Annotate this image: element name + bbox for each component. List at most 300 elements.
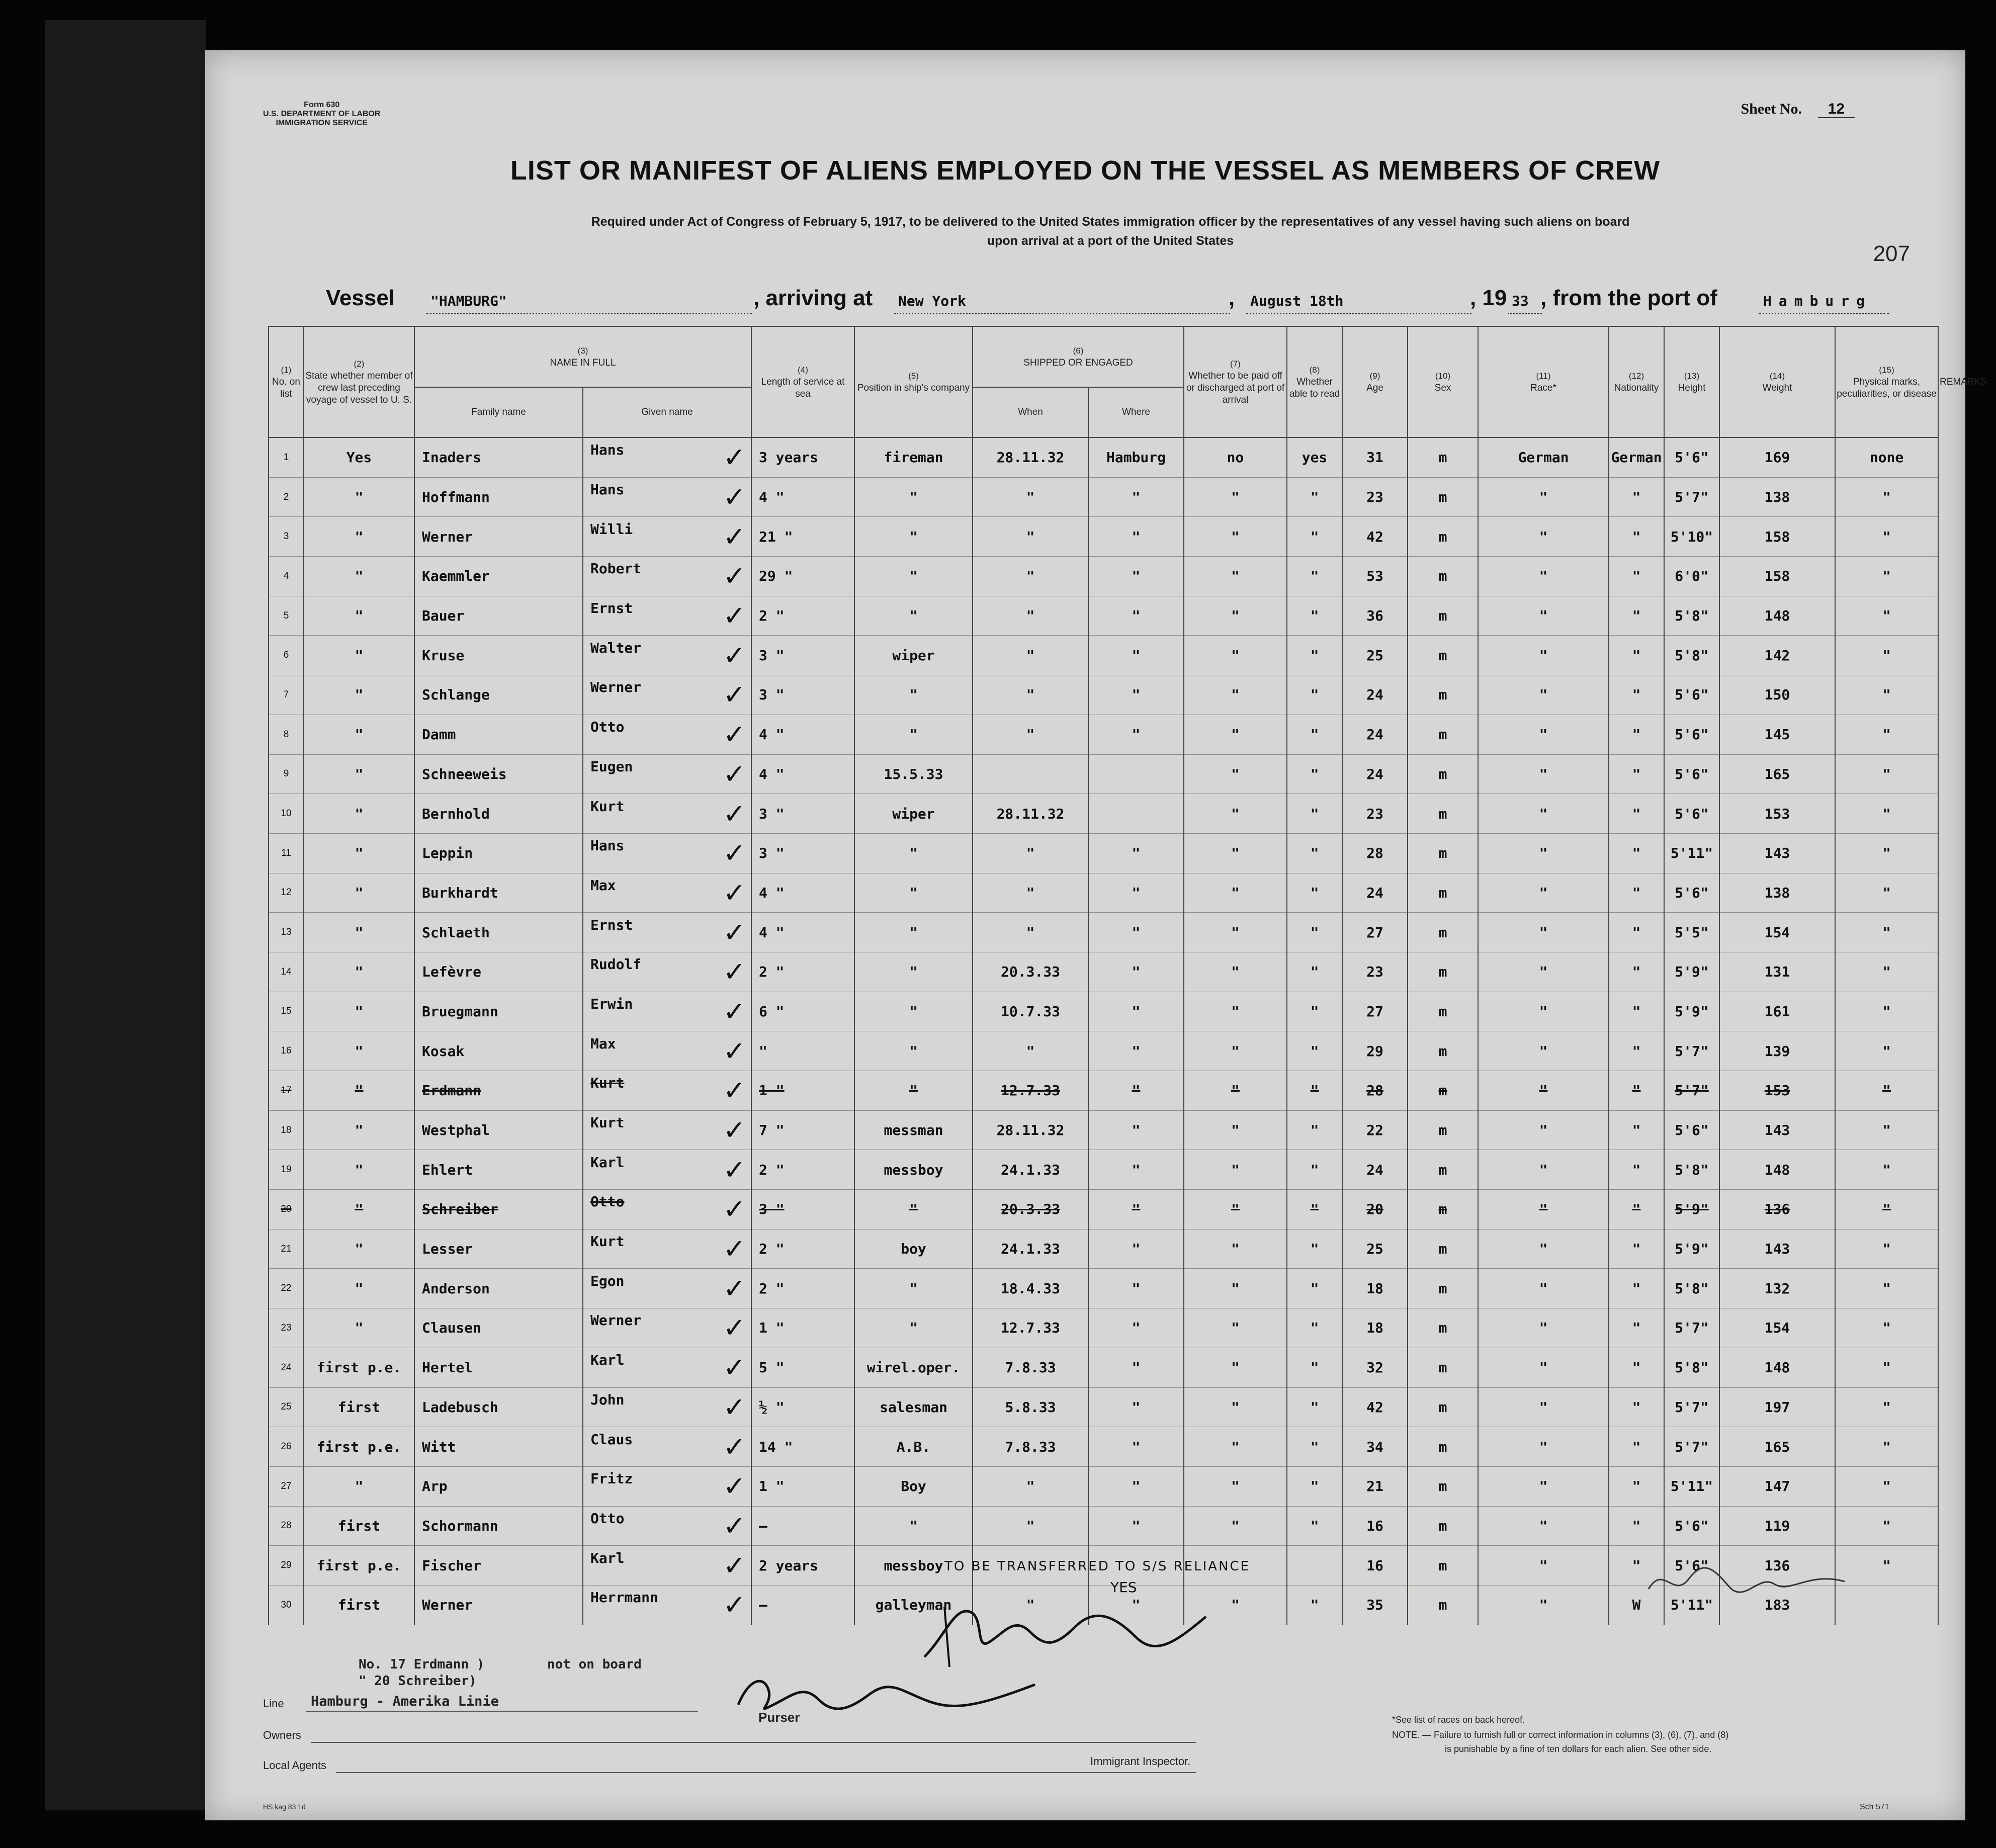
- previous-voyage: ": [355, 528, 364, 545]
- previous-voyage: ": [355, 1161, 364, 1178]
- age: 24: [1366, 884, 1383, 901]
- physical-marks-cell: [1835, 557, 1938, 596]
- able-to-read: ": [1310, 1241, 1319, 1258]
- check-mark-icon: ✓: [723, 442, 746, 474]
- height-cell: [1664, 1466, 1719, 1506]
- paid-off: ": [1231, 1438, 1240, 1455]
- length-of-service-cell: [751, 1585, 854, 1625]
- row-number-cell: [269, 833, 304, 873]
- table-row: [269, 1387, 1938, 1427]
- position-cell: [854, 833, 973, 873]
- position-cell: [854, 1466, 973, 1506]
- nationality-cell: [1609, 675, 1664, 715]
- race: ": [1539, 1319, 1548, 1337]
- physical-marks: ": [1882, 1042, 1891, 1060]
- shipped-where-cell: [1088, 873, 1184, 913]
- paid-off-cell: [1184, 557, 1287, 596]
- given-name-cell: [583, 1269, 751, 1308]
- table-row: [269, 557, 1938, 596]
- previous-voyage: ": [355, 765, 364, 782]
- shipped-when-cell: [973, 477, 1088, 517]
- nationality-cell: [1609, 715, 1664, 754]
- row-number-cell: [269, 1150, 304, 1190]
- shipped-where-cell: [1088, 636, 1184, 675]
- race-cell: [1478, 1190, 1609, 1229]
- row-number: 12: [281, 887, 292, 898]
- previous-voyage-cell: [304, 596, 414, 636]
- nationality: ": [1632, 1082, 1641, 1099]
- paid-off-cell: [1184, 992, 1287, 1031]
- family-name: Westphal: [422, 1122, 490, 1139]
- age: 22: [1366, 1122, 1383, 1139]
- race-cell: [1478, 873, 1609, 913]
- able-to-read-cell: [1287, 1387, 1342, 1427]
- age-cell: [1342, 754, 1408, 794]
- paid-off-cell: [1184, 1387, 1287, 1427]
- able-to-read: ": [1310, 1359, 1319, 1376]
- shipped-when-cell: [973, 873, 1088, 913]
- nationality: ": [1632, 726, 1641, 743]
- nationality-cell: [1609, 1387, 1664, 1427]
- position: ": [909, 1201, 918, 1218]
- shipped-where: ": [1132, 1359, 1141, 1376]
- age-cell: [1342, 833, 1408, 873]
- shipped-where-cell: [1088, 1427, 1184, 1467]
- physical-marks: ": [1882, 1398, 1891, 1416]
- able-to-read-cell: [1287, 1348, 1342, 1387]
- family-name: Anderson: [422, 1280, 490, 1297]
- sex: m: [1438, 489, 1447, 506]
- paid-off-cell: [1184, 517, 1287, 557]
- position: Boy: [901, 1478, 926, 1495]
- length-of-service: 4 ": [759, 884, 785, 901]
- shipped-when-cell: [973, 1308, 1088, 1348]
- check-mark-icon: ✓: [723, 1272, 746, 1304]
- shipped-where: ": [1132, 1241, 1141, 1258]
- race-cell: [1478, 1348, 1609, 1387]
- given-name-cell: [583, 675, 751, 715]
- physical-marks: ": [1882, 528, 1891, 545]
- shipped-when: ": [1026, 528, 1035, 545]
- shipped-where: ": [1132, 1438, 1141, 1455]
- previous-voyage-cell: [304, 1546, 414, 1586]
- weight-cell: [1719, 1348, 1835, 1387]
- nationality: ": [1632, 1517, 1641, 1534]
- shipped-where: ": [1132, 1597, 1141, 1614]
- family-name: Clausen: [422, 1319, 482, 1337]
- given-name-cell: [583, 1110, 751, 1150]
- sex-cell: [1408, 636, 1478, 675]
- shipped-where-cell: [1088, 913, 1184, 952]
- sex-cell: [1408, 1427, 1478, 1467]
- race-cell: [1478, 596, 1609, 636]
- physical-marks: ": [1882, 607, 1891, 625]
- physical-marks: ": [1882, 1082, 1891, 1099]
- given-name-cell: [583, 1190, 751, 1229]
- height-cell: [1664, 1269, 1719, 1308]
- family-name: Bruegmann: [422, 1003, 498, 1020]
- check-mark-icon: ✓: [723, 481, 746, 513]
- nationality-cell: [1609, 1308, 1664, 1348]
- length-of-service-cell: [751, 557, 854, 596]
- height-cell: [1664, 1506, 1719, 1546]
- row-number: 22: [281, 1283, 292, 1294]
- paid-off-cell: [1184, 596, 1287, 636]
- age-cell: [1342, 1150, 1408, 1190]
- position: ": [909, 726, 918, 743]
- race-cell: [1478, 1229, 1609, 1269]
- height: 5'8": [1675, 1161, 1709, 1178]
- given-name-cell: [583, 1229, 751, 1269]
- height: 5'7": [1675, 1082, 1709, 1099]
- shipped-when-cell: [973, 1506, 1088, 1546]
- shipped-when-cell: [973, 1348, 1088, 1387]
- length-of-service: 7 ": [759, 1122, 785, 1139]
- previous-voyage: ": [355, 1478, 364, 1495]
- age-cell: [1342, 1071, 1408, 1111]
- able-to-read-cell: [1287, 873, 1342, 913]
- length-of-service-cell: [751, 992, 854, 1031]
- given-name: Karl: [590, 1549, 625, 1566]
- height: 5'7": [1675, 489, 1709, 506]
- physical-marks: ": [1882, 647, 1891, 664]
- able-to-read-cell: [1287, 477, 1342, 517]
- handwritten-scribble: [1643, 1559, 1855, 1604]
- previous-voyage-cell: [304, 1150, 414, 1190]
- family-name-cell: [414, 636, 583, 675]
- age-cell: [1342, 437, 1408, 477]
- race: ": [1539, 1398, 1548, 1416]
- race-cell: [1478, 1110, 1609, 1150]
- age: 25: [1366, 1241, 1383, 1258]
- age: 27: [1366, 1003, 1383, 1020]
- height: 5'7": [1675, 1042, 1709, 1060]
- race-cell: [1478, 1546, 1609, 1586]
- family-name-cell: [414, 437, 583, 477]
- length-of-service-cell: [751, 1387, 854, 1427]
- physical-marks-cell: [1835, 477, 1938, 517]
- shipped-where: ": [1132, 1122, 1141, 1139]
- race: ": [1539, 924, 1548, 941]
- length-of-service: 5 ": [759, 1359, 785, 1376]
- physical-marks-cell: [1835, 833, 1938, 873]
- race-cell: [1478, 557, 1609, 596]
- shipped-where: ": [1132, 647, 1141, 664]
- sex-cell: [1408, 992, 1478, 1031]
- family-name-cell: [414, 715, 583, 754]
- paid-off: ": [1231, 607, 1240, 625]
- height-cell: [1664, 952, 1719, 992]
- height: 5'9": [1675, 1201, 1709, 1218]
- given-name-cell: [583, 754, 751, 794]
- shipped-when: ": [1026, 568, 1035, 585]
- shipped-where-cell: [1088, 1110, 1184, 1150]
- physical-marks-cell: [1835, 952, 1938, 992]
- age-cell: [1342, 557, 1408, 596]
- row-number: 7: [283, 689, 289, 700]
- able-to-read-cell: [1287, 992, 1342, 1031]
- physical-marks: ": [1882, 1161, 1891, 1178]
- weight-cell: [1719, 1190, 1835, 1229]
- height-cell: [1664, 1190, 1719, 1229]
- table-row: [269, 873, 1938, 913]
- race-cell: [1478, 1387, 1609, 1427]
- height-cell: [1664, 477, 1719, 517]
- age: 53: [1366, 568, 1383, 585]
- physical-marks: ": [1882, 963, 1891, 981]
- position-cell: [854, 1348, 973, 1387]
- nationality: ": [1632, 1042, 1641, 1060]
- col-height: (13) Height: [1664, 326, 1719, 437]
- family-name-cell: [414, 1150, 583, 1190]
- physical-marks-cell: [1835, 1348, 1938, 1387]
- physical-marks-cell: [1835, 1506, 1938, 1546]
- transfer-note: TO BE TRANSFERRED TO S/S RELIANCE: [944, 1559, 1251, 1574]
- nationality: ": [1632, 1241, 1641, 1258]
- paid-off-cell: [1184, 1110, 1287, 1150]
- previous-voyage-cell: [304, 1229, 414, 1269]
- shipped-when: 12.7.33: [1001, 1082, 1061, 1099]
- table-row: [269, 1071, 1938, 1111]
- row-number: 3: [283, 531, 289, 542]
- position: ": [909, 1319, 918, 1337]
- given-name: Karl: [590, 1352, 625, 1369]
- race: ": [1539, 686, 1548, 703]
- previous-voyage-cell: [304, 1110, 414, 1150]
- family-name: Schlange: [422, 686, 490, 703]
- previous-voyage-cell: [304, 1190, 414, 1229]
- nationality-cell: [1609, 557, 1664, 596]
- age-cell: [1342, 1427, 1408, 1467]
- height: 5'6": [1675, 686, 1709, 703]
- length-of-service: 3 ": [759, 686, 785, 703]
- family-name: Hoffmann: [422, 489, 490, 506]
- given-name-cell: [583, 1071, 751, 1111]
- check-mark-icon: ✓: [723, 876, 746, 909]
- given-name: Hans: [590, 837, 625, 854]
- previous-voyage: ": [355, 647, 364, 664]
- able-to-read-cell: [1287, 596, 1342, 636]
- row-number-cell: [269, 437, 304, 477]
- age-cell: [1342, 913, 1408, 952]
- col-position: (5) Position in ship's company: [854, 326, 973, 437]
- able-to-read-cell: [1287, 1071, 1342, 1111]
- shipped-where-cell: [1088, 992, 1184, 1031]
- shipped-when: 10.7.33: [1001, 1003, 1061, 1020]
- row-number: 30: [281, 1599, 292, 1610]
- previous-voyage: first p.e.: [316, 1438, 402, 1455]
- age: 24: [1366, 686, 1383, 703]
- shipped-when: 24.1.33: [1001, 1161, 1061, 1178]
- family-name-cell: [414, 1031, 583, 1071]
- shipped-when-cell: [973, 1269, 1088, 1308]
- height-cell: [1664, 636, 1719, 675]
- given-name: Claus: [590, 1431, 633, 1448]
- shipped-when: 20.3.33: [1001, 1201, 1061, 1218]
- shipped-where-cell: [1088, 715, 1184, 754]
- shipped-when: 24.1.33: [1001, 1241, 1061, 1258]
- physical-marks-cell: [1835, 1071, 1938, 1111]
- height-cell: [1664, 715, 1719, 754]
- previous-voyage: ": [355, 805, 364, 822]
- paid-off: ": [1231, 647, 1240, 664]
- family-name: Damm: [422, 726, 456, 743]
- nationality-cell: [1609, 477, 1664, 517]
- col-weight: (14) Weight: [1719, 326, 1835, 437]
- weight-cell: [1719, 1071, 1835, 1111]
- previous-voyage-cell: [304, 913, 414, 952]
- height: 5'8": [1675, 647, 1709, 664]
- paid-off: ": [1231, 765, 1240, 782]
- race-cell: [1478, 1031, 1609, 1071]
- physical-marks-cell: [1835, 1427, 1938, 1467]
- sex: m: [1438, 1280, 1447, 1297]
- nationality-cell: [1609, 913, 1664, 952]
- race-cell: [1478, 754, 1609, 794]
- row-number: 28: [281, 1520, 292, 1531]
- given-name: Ernst: [590, 600, 633, 617]
- given-name: Max: [590, 1035, 616, 1052]
- paid-off-cell: [1184, 1506, 1287, 1546]
- height: 5'6": [1675, 1557, 1709, 1574]
- shipped-where-cell: [1088, 1466, 1184, 1506]
- nationality: ": [1632, 805, 1641, 822]
- previous-voyage: ": [355, 726, 364, 743]
- row-number-cell: [269, 873, 304, 913]
- height-cell: [1664, 1427, 1719, 1467]
- table-row: [269, 1110, 1938, 1150]
- age-cell: [1342, 1308, 1408, 1348]
- age: 42: [1366, 1398, 1383, 1416]
- not-on-board-1: No. 17 Erdmann ): [359, 1657, 485, 1672]
- physical-marks-cell: [1835, 873, 1938, 913]
- able-to-read-cell: [1287, 437, 1342, 477]
- race: ": [1539, 805, 1548, 822]
- weight: 136: [1764, 1201, 1790, 1218]
- check-mark-icon: ✓: [723, 1075, 746, 1107]
- col-name-in-full: (3) NAME IN FULL: [414, 326, 751, 387]
- weight-cell: [1719, 1110, 1835, 1150]
- shipped-when: ": [1026, 1478, 1035, 1495]
- row-number: 1: [283, 452, 289, 463]
- physical-marks: ": [1882, 1438, 1891, 1455]
- nationality-cell: [1609, 1506, 1664, 1546]
- position-cell: [854, 477, 973, 517]
- check-mark-icon: ✓: [723, 1114, 746, 1147]
- paid-off: ": [1231, 1042, 1240, 1060]
- age: 34: [1366, 1438, 1383, 1455]
- weight-cell: [1719, 437, 1835, 477]
- shipped-where: ": [1132, 568, 1141, 585]
- nationality: ": [1632, 1478, 1641, 1495]
- col-number: (1) No. on list: [269, 326, 304, 437]
- position: ": [909, 845, 918, 862]
- sheet-number: [1741, 101, 1855, 118]
- sex: m: [1438, 1359, 1447, 1376]
- length-of-service-cell: [751, 1190, 854, 1229]
- able-to-read-cell: [1287, 1308, 1342, 1348]
- family-name: Erdmann: [422, 1082, 482, 1099]
- paid-off: ": [1231, 1478, 1240, 1495]
- sex-cell: [1408, 1387, 1478, 1427]
- row-number-cell: [269, 1110, 304, 1150]
- not-on-board-2: " 20 Schreiber): [359, 1674, 477, 1689]
- age: 16: [1366, 1517, 1383, 1534]
- previous-voyage-cell: [304, 952, 414, 992]
- given-name-cell: [583, 517, 751, 557]
- family-name: Schreiber: [422, 1201, 498, 1218]
- weight: 148: [1764, 607, 1790, 625]
- race-cell: [1478, 794, 1609, 834]
- check-mark-icon: ✓: [723, 916, 746, 948]
- race: ": [1539, 1122, 1548, 1139]
- previous-voyage-cell: [304, 873, 414, 913]
- position-cell: [854, 636, 973, 675]
- physical-marks-cell: [1835, 675, 1938, 715]
- race-cell: [1478, 833, 1609, 873]
- nationality: ": [1632, 528, 1641, 545]
- shipped-when-cell: [973, 557, 1088, 596]
- age-cell: [1342, 1110, 1408, 1150]
- sex: m: [1438, 449, 1447, 466]
- position-cell: [854, 873, 973, 913]
- sex-cell: [1408, 1466, 1478, 1506]
- length-of-service: 3 years: [759, 449, 819, 466]
- physical-marks-cell: [1835, 992, 1938, 1031]
- family-name: Hertel: [422, 1359, 473, 1376]
- row-number: 4: [283, 570, 289, 581]
- length-of-service: 2 ": [759, 1241, 785, 1258]
- table-row: [269, 1150, 1938, 1190]
- family-name: Kaemmler: [422, 568, 490, 585]
- nationality: W: [1632, 1597, 1641, 1614]
- length-of-service-cell: [751, 1466, 854, 1506]
- col-previous-voyage: (2) State whether member of crew last preceding voyage of vessel to U. S.: [304, 326, 414, 437]
- transfer-yes: YES: [1110, 1579, 1137, 1596]
- shipped-where-cell: [1088, 1308, 1184, 1348]
- weight-cell: [1719, 715, 1835, 754]
- binder-spine: [45, 20, 206, 1810]
- position-cell: [854, 1031, 973, 1071]
- sex: m: [1438, 1597, 1447, 1614]
- paid-off: ": [1231, 686, 1240, 703]
- shipped-where: ": [1132, 884, 1141, 901]
- col-sex: (10) Sex: [1408, 326, 1478, 437]
- length-of-service: 21 ": [759, 528, 793, 545]
- sex-cell: [1408, 437, 1478, 477]
- nationality: ": [1632, 1122, 1641, 1139]
- weight: 165: [1764, 1438, 1790, 1455]
- row-number-cell: [269, 1071, 304, 1111]
- purser-label: Purser: [758, 1710, 800, 1725]
- shipped-when: ": [1026, 489, 1035, 506]
- row-number-cell: [269, 992, 304, 1031]
- paid-off-cell: [1184, 794, 1287, 834]
- check-mark-icon: ✓: [723, 1154, 746, 1186]
- nationality: ": [1632, 1438, 1641, 1455]
- family-name-cell: [414, 557, 583, 596]
- family-name: Kruse: [422, 647, 465, 664]
- note-line-1: NOTE. — Failure to furnish full or correct information in columns (3), (6), (7), and (8): [1392, 1730, 1729, 1740]
- length-of-service-cell: [751, 1506, 854, 1546]
- given-name-cell: [583, 913, 751, 952]
- shipped-when-cell: [973, 517, 1088, 557]
- family-name-cell: [414, 1229, 583, 1269]
- paid-off: ": [1231, 1003, 1240, 1020]
- paid-off: ": [1231, 805, 1240, 822]
- family-name-cell: [414, 1269, 583, 1308]
- age: 18: [1366, 1319, 1383, 1337]
